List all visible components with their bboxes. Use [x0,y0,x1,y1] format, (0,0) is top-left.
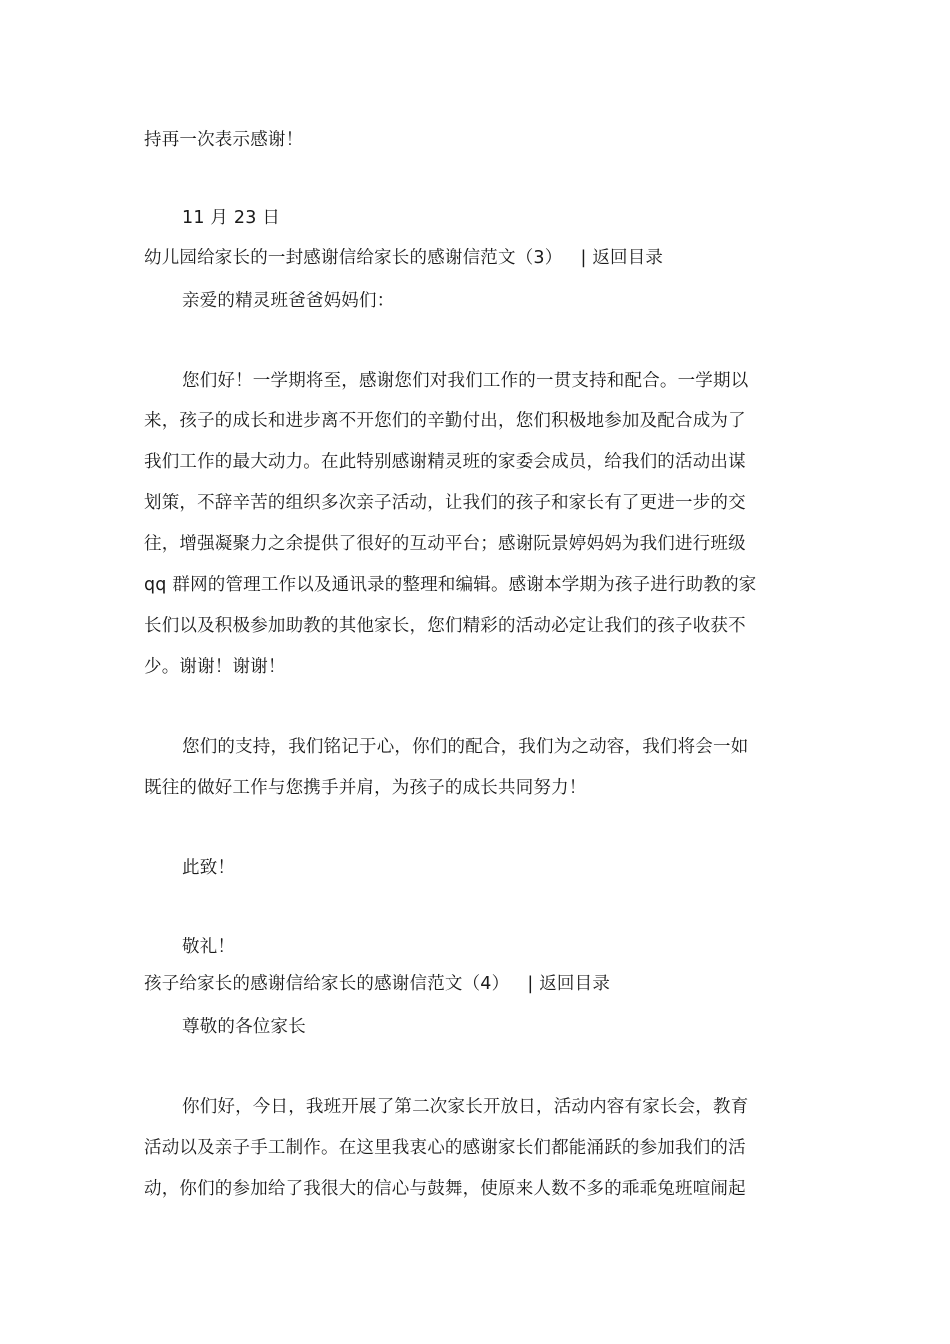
heading-separator: | [527,974,534,994]
paragraph-line: 长们以及积极参加助教的其他家长，您们精彩的活动必定让我们的孩子收获不 [144,616,746,636]
paragraph-line: 您们的支持，我们铭记于心，你们的配合，我们为之动容，我们将会一如 [182,737,749,757]
paragraph-line: 我们工作的最大动力。在此特别感谢精灵班的家委会成员，给我们的活动出谋 [144,452,746,472]
date-line: 11 月 23 日 [182,208,281,228]
paragraph-line: 既往的做好工作与您携手并肩，为孩子的成长共同努力！ [144,778,587,798]
paragraph-line: 往，增强凝聚力之余提供了很好的互动平台；感谢阮景婷妈妈为我们进行班级 [144,534,746,554]
paragraph-line: 您们好！一学期将至，感谢您们对我们工作的一贯支持和配合。一学期以 [182,371,749,391]
paragraph-line: 你们好，今日，我班开展了第二次家长开放日，活动内容有家长会，教育 [182,1097,749,1117]
paragraph-line: 少。谢谢！谢谢！ [144,657,286,677]
paragraph-line: 活动以及亲子手工制作。在这里我衷心的感谢家长们都能涌跃的参加我们的活 [144,1138,746,1158]
paragraph-line: 划策，不辞辛苦的组织多次亲子活动，让我们的孩子和家长有了更进一步的交 [144,493,746,513]
closing-regards: 敬礼！ [182,937,236,957]
back-to-contents-link[interactable]: 返回目录 [592,248,664,268]
paragraph-line: 动，你们的参加给了我很大的信心与鼓舞，使原来人数不多的乖乖兔班喧闹起 [144,1179,746,1199]
heading-separator: | [580,248,587,268]
section-4-salutation: 尊敬的各位家长 [182,1017,306,1037]
closing-line: 持再一次表示感谢！ [144,130,304,150]
section-4-heading: 孩子给家长的感谢信给家长的感谢信范文（4） [144,974,510,994]
back-to-contents-link[interactable]: 返回目录 [539,974,611,994]
section-3-heading: 幼儿园给家长的一封感谢信给家长的感谢信范文（3） [144,248,563,268]
section-3-salutation: 亲爱的精灵班爸爸妈妈们： [182,291,395,311]
section-4-heading-row [144,972,610,996]
section-3-heading-row [144,246,663,270]
paragraph-line: qq 群网的管理工作以及通讯录的整理和编辑。感谢本学期为孩子进行助教的家 [144,575,757,595]
paragraph-line: 来，孩子的成长和进步离不开您们的辛勤付出，您们积极地参加及配合成为了 [144,411,746,431]
closing-salute: 此致！ [182,858,236,878]
